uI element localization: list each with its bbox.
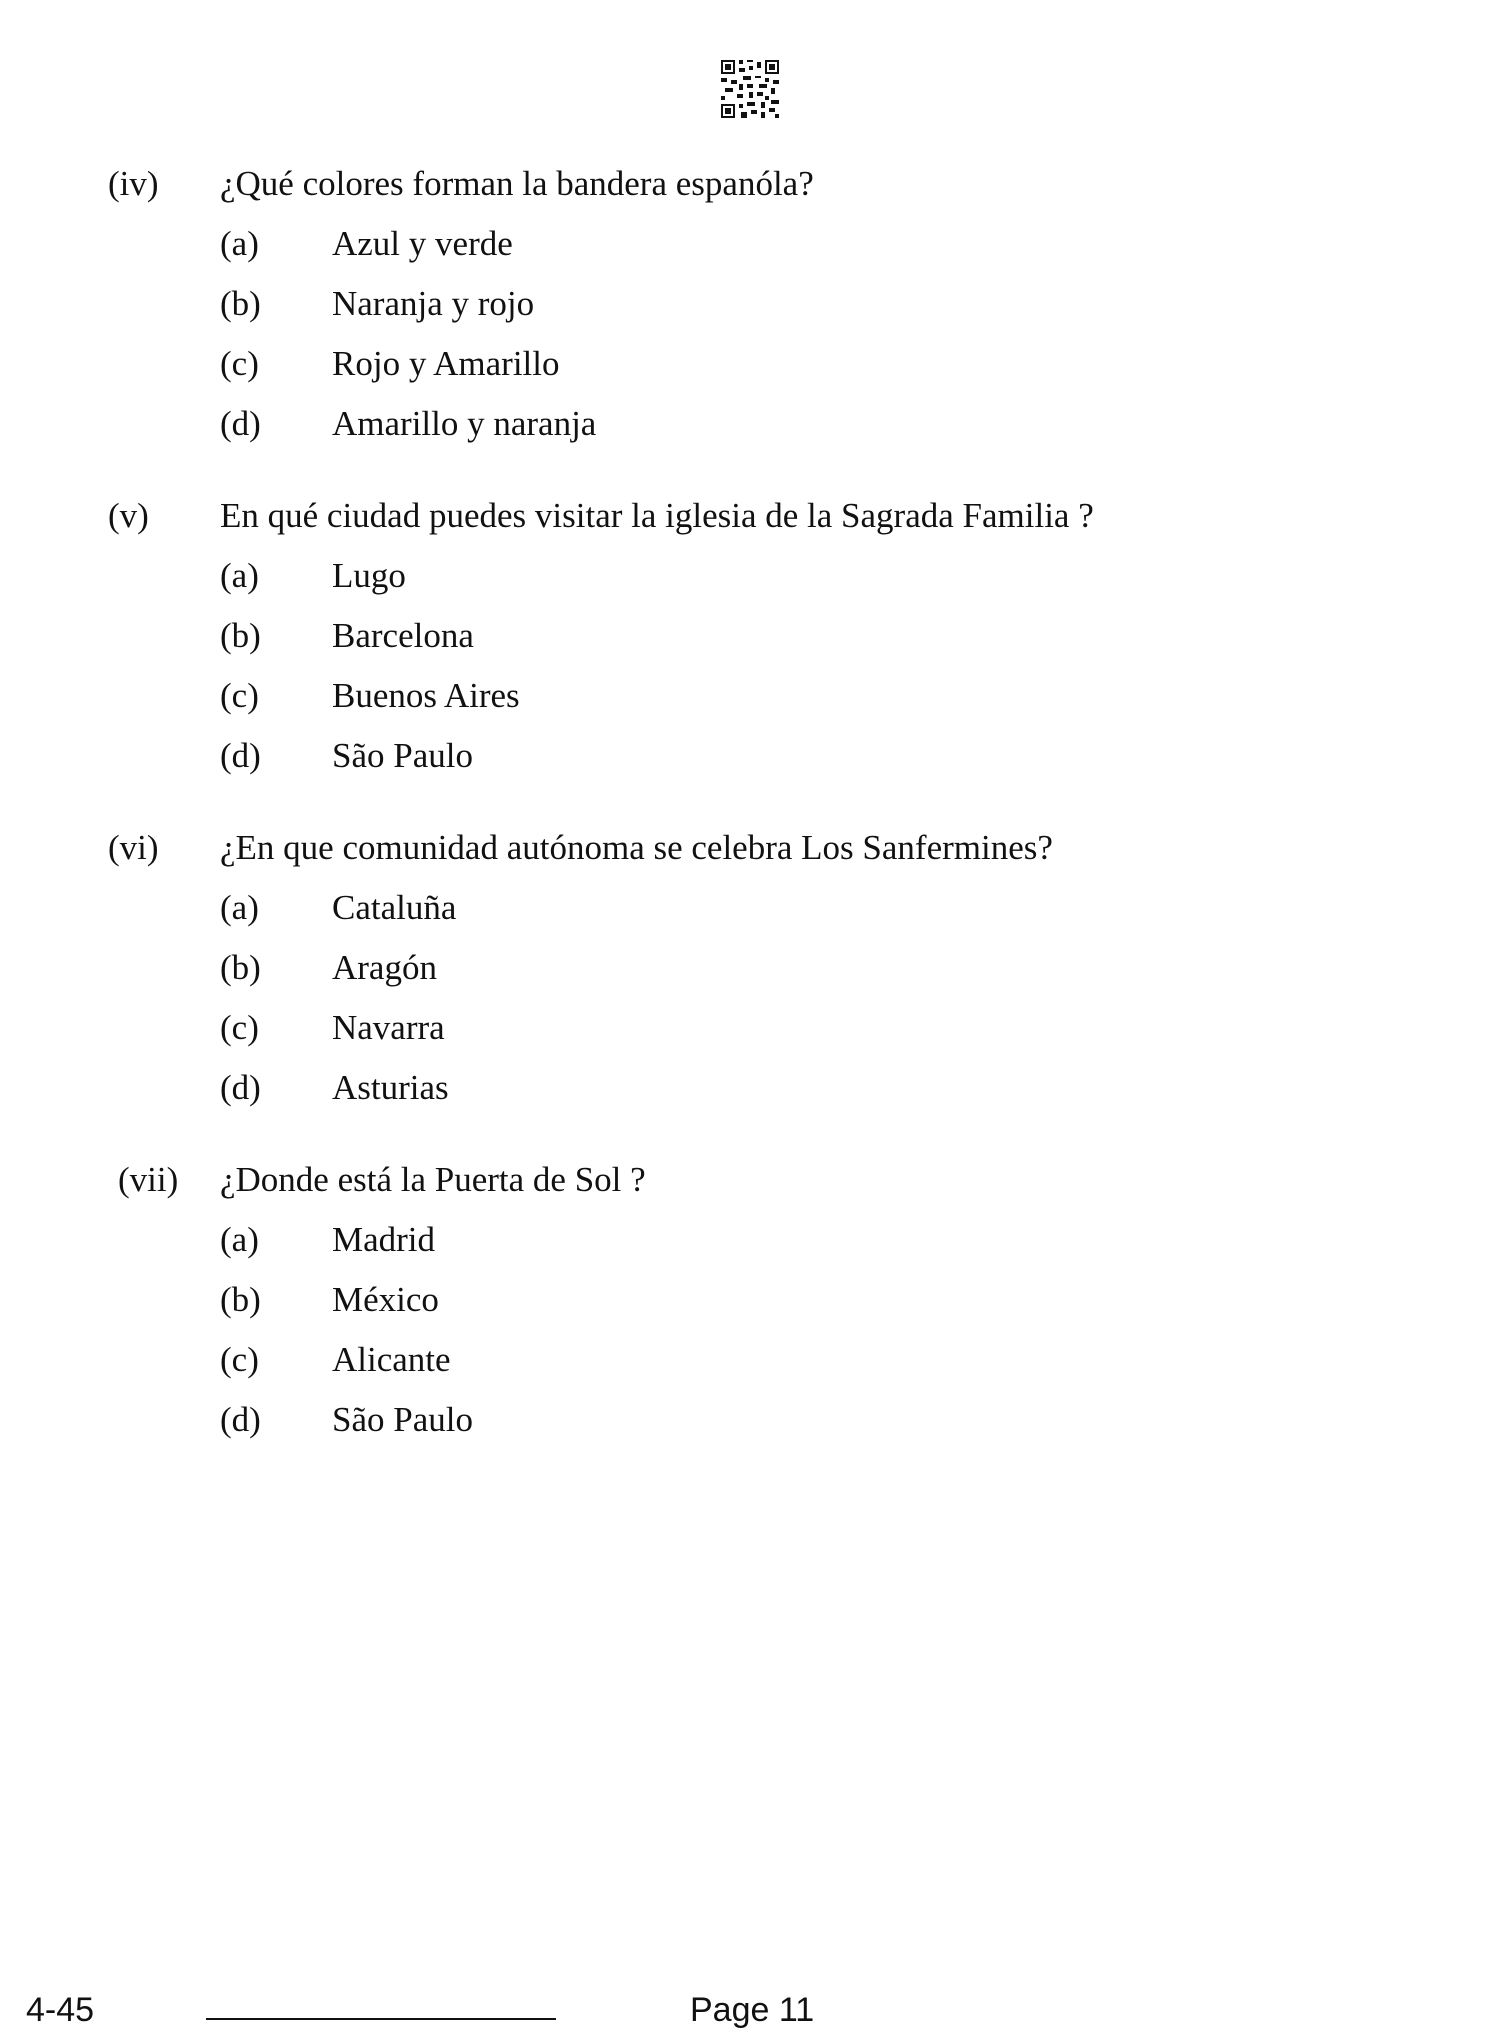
option-text: São Paulo bbox=[332, 1400, 473, 1439]
option-text: Rojo y Amarillo bbox=[332, 344, 560, 383]
option-text: São Paulo bbox=[332, 736, 473, 775]
option-label: (b) bbox=[220, 616, 261, 655]
option-text: Lugo bbox=[332, 556, 406, 595]
option-text: Buenos Aires bbox=[332, 676, 520, 715]
option-item bbox=[0, 222, 1505, 266]
question-number: (vi) bbox=[108, 828, 159, 867]
option-item bbox=[0, 282, 1505, 326]
option-label: (a) bbox=[220, 556, 259, 595]
option-item bbox=[0, 402, 1505, 446]
option-item bbox=[0, 1278, 1505, 1322]
option-item bbox=[0, 1398, 1505, 1442]
question-number: (iv) bbox=[108, 164, 159, 203]
option-item bbox=[0, 1066, 1505, 1110]
option-label: (d) bbox=[220, 404, 261, 443]
option-label: (d) bbox=[220, 1068, 261, 1107]
option-label: (c) bbox=[220, 676, 259, 715]
option-item bbox=[0, 886, 1505, 930]
option-item bbox=[0, 614, 1505, 658]
option-item bbox=[0, 946, 1505, 990]
option-label: (d) bbox=[220, 1400, 261, 1439]
option-label: (a) bbox=[220, 1220, 259, 1259]
option-text: Alicante bbox=[332, 1340, 451, 1379]
option-label: (a) bbox=[220, 224, 259, 263]
option-text: Asturias bbox=[332, 1068, 449, 1107]
option-text: Naranja y rojo bbox=[332, 284, 535, 323]
option-item bbox=[0, 342, 1505, 386]
option-text: Amarillo y naranja bbox=[332, 404, 597, 443]
option-item bbox=[0, 674, 1505, 718]
option-item bbox=[0, 734, 1505, 778]
option-label: (c) bbox=[220, 1008, 259, 1047]
question-text: ¿Donde está la Puerta de Sol ? bbox=[220, 1160, 646, 1199]
option-label: (b) bbox=[220, 1280, 261, 1319]
question-number: (v) bbox=[108, 496, 149, 535]
option-item bbox=[0, 1218, 1505, 1262]
option-label: (c) bbox=[220, 344, 259, 383]
option-text: Azul y verde bbox=[332, 224, 513, 263]
option-label: (a) bbox=[220, 888, 259, 927]
qr-code-icon bbox=[721, 60, 779, 118]
option-item bbox=[0, 1338, 1505, 1382]
option-label: (d) bbox=[220, 736, 261, 775]
option-text: Madrid bbox=[332, 1220, 436, 1259]
page-number: Page 11 bbox=[690, 1991, 815, 2029]
footer-divider bbox=[206, 2018, 556, 2020]
option-item bbox=[0, 1006, 1505, 1050]
option-text: México bbox=[332, 1280, 439, 1319]
question-text: ¿En que comunidad autónoma se celebra Los Sanfermines? bbox=[220, 828, 1053, 867]
option-label: (c) bbox=[220, 1340, 259, 1379]
option-item bbox=[0, 554, 1505, 598]
option-label: (b) bbox=[220, 948, 261, 987]
option-text: Navarra bbox=[332, 1008, 445, 1047]
question-number: (vii) bbox=[118, 1160, 179, 1199]
paper-code: 4-45 bbox=[26, 1991, 95, 2029]
question-text: ¿Qué colores forman la bandera espanóla? bbox=[220, 164, 814, 203]
option-text: Cataluña bbox=[332, 888, 457, 927]
question-text: En qué ciudad puedes visitar la iglesia de la Sagrada Familia ? bbox=[220, 496, 1094, 535]
option-label: (b) bbox=[220, 284, 261, 323]
option-text: Barcelona bbox=[332, 616, 474, 655]
option-text: Aragón bbox=[332, 948, 437, 987]
